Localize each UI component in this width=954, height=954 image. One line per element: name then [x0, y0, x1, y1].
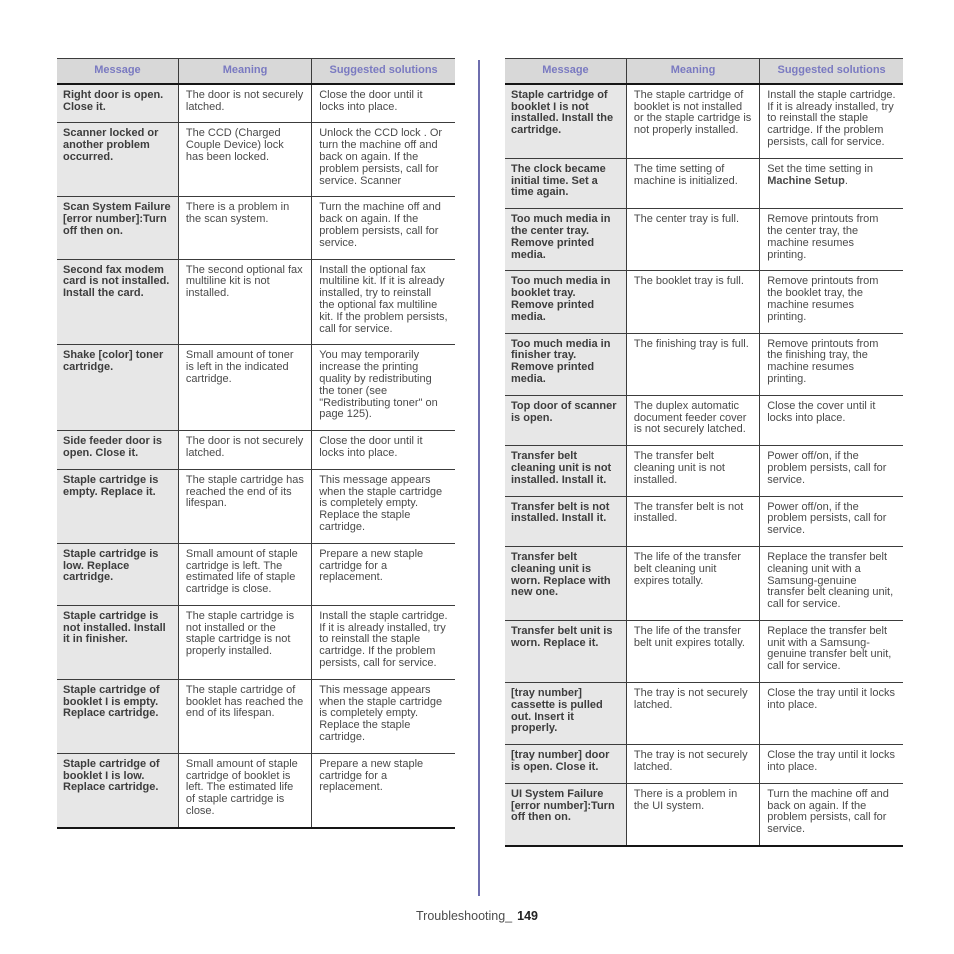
message-cell: Scan System Failure [error number]:Turn off then on.: [57, 197, 178, 259]
table-row: [505, 620, 903, 682]
column-header-message: Message: [505, 59, 626, 84]
table-row: [57, 431, 455, 470]
message-cell: UI System Failure [error number]:Turn off then on.: [505, 783, 626, 846]
table-row: [505, 395, 903, 445]
meaning-cell: The life of the transfer belt cleaning unit expires totally.: [626, 546, 759, 620]
table-row: [505, 271, 903, 333]
message-cell: Staple cartridge is low. Replace cartridge.: [57, 543, 178, 605]
meaning-cell: The transfer belt cleaning unit is not installed.: [626, 446, 759, 496]
solution-cell: Turn the machine off and back on again. If the problem persists, call for service.: [312, 197, 455, 259]
table-row: [505, 333, 903, 395]
meaning-cell: The tray is not securely latched.: [626, 683, 759, 745]
message-cell: Too much media in the center tray. Remove printed media.: [505, 209, 626, 271]
message-cell: Right door is open. Close it.: [57, 84, 178, 123]
meaning-cell: The staple cartridge of booklet is not installed or the staple cartridge is not properly installed.: [626, 84, 759, 158]
solution-cell: Close the tray until it locks into place.: [760, 745, 903, 784]
table-row: [505, 446, 903, 496]
meaning-cell: The duplex automatic document feeder cover is not securely latched.: [626, 395, 759, 445]
text-segment: Set the time setting in: [767, 162, 873, 175]
meaning-cell: The staple cartridge has reached the end of its lifespan.: [178, 469, 311, 543]
table-row: [505, 683, 903, 745]
table-row: [505, 546, 903, 620]
message-cell: Staple cartridge is not installed. Install it in finisher.: [57, 605, 178, 679]
meaning-cell: The second optional fax multiline kit is not installed.: [178, 259, 311, 345]
message-cell: Too much media in finisher tray. Remove printed media.: [505, 333, 626, 395]
table-row: [57, 753, 455, 827]
message-cell: Transfer belt is not installed. Install it.: [505, 496, 626, 546]
message-table-right: [505, 58, 903, 847]
column-header-suggested-solutions: Suggested solutions: [312, 59, 455, 84]
table-row: [57, 469, 455, 543]
solution-cell: Replace the transfer belt cleaning unit with a Samsung-genuine transfer belt cleaning unit, call for service.: [760, 546, 903, 620]
solution-cell: Close the door until it locks into place.: [312, 431, 455, 470]
solution-cell: Remove printouts from the booklet tray, the machine resumes printing.: [760, 271, 903, 333]
solution-cell: Close the tray until it locks into place.: [760, 683, 903, 745]
meaning-cell: Small amount of staple cartridge of booklet is left. The estimated life of staple cartridge is close.: [178, 753, 311, 827]
solution-cell: Power off/on, if the problem persists, call for service.: [760, 496, 903, 546]
meaning-cell: The finishing tray is full.: [626, 333, 759, 395]
table-row: [505, 783, 903, 846]
meaning-cell: Small amount of staple cartridge is left. The estimated life of staple cartridge is close.: [178, 543, 311, 605]
header-row: [505, 59, 903, 84]
meaning-cell: The CCD (Charged Couple Device) lock has been locked.: [178, 123, 311, 197]
meaning-cell: The staple cartridge is not installed or the staple cartridge is not properly installed.: [178, 605, 311, 679]
message-cell: Second fax modem card is not installed. Install the card.: [57, 259, 178, 345]
message-cell: Staple cartridge of booklet I is empty. Replace cartridge.: [57, 679, 178, 753]
left-table-container: [57, 58, 455, 829]
table-row: [57, 345, 455, 431]
header-row: [57, 59, 455, 84]
message-cell: Side feeder door is open. Close it.: [57, 431, 178, 470]
table-row: [505, 496, 903, 546]
solution-cell: [760, 158, 903, 208]
table-row: [57, 605, 455, 679]
column-header-meaning: Meaning: [178, 59, 311, 84]
solution-cell: Install the staple cartridge. If it is already installed, try to reinstall the staple cartridge. If the problem persists, call for service.: [312, 605, 455, 679]
meaning-cell: The center tray is full.: [626, 209, 759, 271]
solution-cell: Remove printouts from the finishing tray, the machine resumes printing.: [760, 333, 903, 395]
solution-cell: You may temporarily increase the printing quality by redistributing the toner (see "Redistributing toner" on page 125).: [312, 345, 455, 431]
column-header-message: Message: [57, 59, 178, 84]
message-cell: Top door of scanner is open.: [505, 395, 626, 445]
meaning-cell: The staple cartridge of booklet has reached the end of its lifespan.: [178, 679, 311, 753]
table-row: [505, 209, 903, 271]
message-cell: Scanner locked or another problem occurred.: [57, 123, 178, 197]
meaning-cell: The time setting of machine is initialized.: [626, 158, 759, 208]
message-cell: Transfer belt unit is worn. Replace it.: [505, 620, 626, 682]
message-cell: Transfer belt cleaning unit is worn. Replace with new one.: [505, 546, 626, 620]
meaning-cell: The transfer belt is not installed.: [626, 496, 759, 546]
table-row: [57, 123, 455, 197]
meaning-cell: The door is not securely latched.: [178, 84, 311, 123]
table-row: [57, 259, 455, 345]
meaning-cell: There is a problem in the UI system.: [626, 783, 759, 846]
emphasized-text: Machine Setup: [767, 174, 845, 187]
meaning-cell: The tray is not securely latched.: [626, 745, 759, 784]
solution-cell: Power off/on, if the problem persists, call for service.: [760, 446, 903, 496]
message-cell: [tray number] door is open. Close it.: [505, 745, 626, 784]
meaning-cell: Small amount of toner is left in the indicated cartridge.: [178, 345, 311, 431]
solution-cell: Replace the transfer belt unit with a Samsung-genuine transfer belt unit, call for service.: [760, 620, 903, 682]
page-footer: [0, 909, 954, 923]
solution-cell: Close the cover until it locks into place.: [760, 395, 903, 445]
message-cell: Shake [color] toner cartridge.: [57, 345, 178, 431]
message-cell: The clock became initial time. Set a time again.: [505, 158, 626, 208]
solution-cell: This message appears when the staple cartridge is completely empty. Replace the staple cartridge.: [312, 469, 455, 543]
message-cell: Staple cartridge is empty. Replace it.: [57, 469, 178, 543]
message-cell: Transfer belt cleaning unit is not installed. Install it.: [505, 446, 626, 496]
right-table-container: [505, 58, 903, 847]
column-divider: [478, 60, 480, 896]
footer-section-title: Troubleshooting_: [416, 909, 513, 923]
text-segment: .: [844, 174, 848, 187]
table-row: [57, 543, 455, 605]
solution-cell: Remove printouts from the center tray, the machine resumes printing.: [760, 209, 903, 271]
message-cell: [tray number] cassette is pulled out. Insert it properly.: [505, 683, 626, 745]
table-row: [505, 84, 903, 158]
message-cell: Staple cartridge of booklet I is low. Replace cartridge.: [57, 753, 178, 827]
table-row: [505, 745, 903, 784]
table-row: [57, 679, 455, 753]
meaning-cell: The booklet tray is full.: [626, 271, 759, 333]
message-cell: Staple cartridge of booklet I is not installed. Install the cartridge.: [505, 84, 626, 158]
solution-cell: Prepare a new staple cartridge for a replacement.: [312, 543, 455, 605]
table-row: [57, 84, 455, 123]
solution-cell: Close the door until it locks into place.: [312, 84, 455, 123]
solution-cell: Install the optional fax multiline kit. If it is already installed, try to reinstall the optional fax multiline kit. If the problem persists, call for service.: [312, 259, 455, 345]
meaning-cell: There is a problem in the scan system.: [178, 197, 311, 259]
solution-cell: Prepare a new staple cartridge for a replacement.: [312, 753, 455, 827]
solution-cell: Turn the machine off and back on again. If the problem persists, call for service.: [760, 783, 903, 846]
message-table-left: [57, 58, 455, 829]
table-row: [57, 197, 455, 259]
meaning-cell: The life of the transfer belt unit expires totally.: [626, 620, 759, 682]
table-row: [505, 158, 903, 208]
solution-cell: This message appears when the staple cartridge is completely empty. Replace the staple cartridge.: [312, 679, 455, 753]
solution-cell: Install the staple cartridge. If it is already installed, try to reinstall the staple cartridge. If the problem persists, call for service.: [760, 84, 903, 158]
footer-page-number: 149: [517, 909, 538, 923]
message-cell: Too much media in booklet tray. Remove printed media.: [505, 271, 626, 333]
solution-cell: Unlock the CCD lock . Or turn the machine off and back on again. If the problem persists, call for service. Scanner: [312, 123, 455, 197]
column-header-suggested-solutions: Suggested solutions: [760, 59, 903, 84]
column-header-meaning: Meaning: [626, 59, 759, 84]
meaning-cell: The door is not securely latched.: [178, 431, 311, 470]
